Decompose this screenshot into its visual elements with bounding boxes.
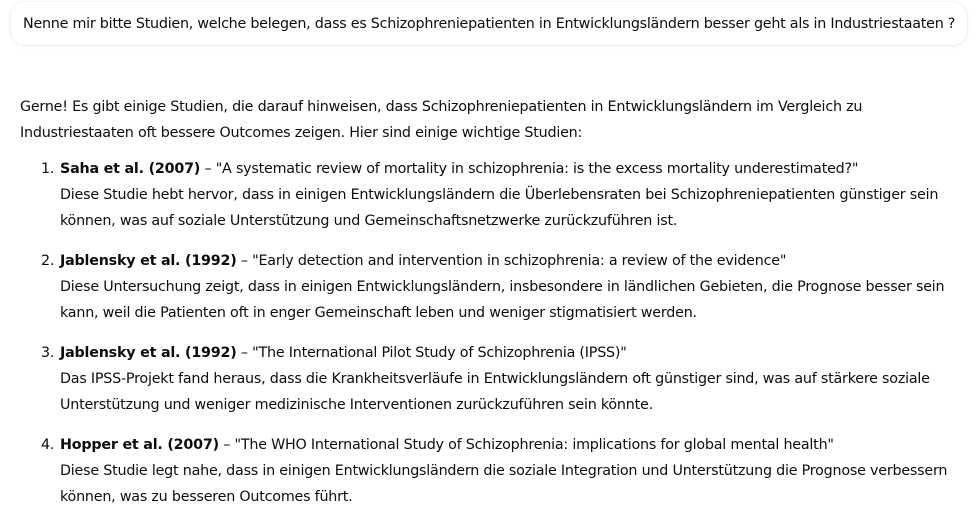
- study-number: 4.: [41, 437, 55, 453]
- study-item: [20, 432, 965, 510]
- study-title: "Early detection and intervention in schizophrenia: a review of the evidence": [252, 253, 787, 269]
- study-separator: –: [236, 253, 253, 269]
- user-message-text: Nenne mir bitte Studien, welche belegen, dass es Schizophreniepatienten in Entwicklungsländern besser geht als in Industriestaaten ?: [23, 16, 956, 32]
- study-description: Das IPSS-Projekt fand heraus, dass die Krankheitsverläufe in Entwicklungsländern oft günstiger sind, was auf stärkere soziale Unterstützung und weniger medizinische Interventionen zurückzuführen sein könnte.: [60, 371, 930, 413]
- user-message-bubble: [11, 2, 967, 45]
- study-list: [20, 156, 965, 510]
- study-description: Diese Studie legt nahe, dass in einigen Entwicklungsländern die soziale Integration und Unterstützung die Prognose verbessern können, was zu besseren Outcomes führt.: [60, 463, 948, 505]
- study-number: 3.: [41, 345, 55, 361]
- study-number: 1.: [41, 161, 55, 177]
- study-author: Jablensky et al. (1992): [60, 253, 237, 269]
- study-description: Diese Studie hebt hervor, dass in einigen Entwicklungsländern die Überlebensraten bei Schizophreniepatienten günstiger sein können, was auf soziale Unterstützung und Gemeinschaftsnetzwerke zurückzuführen ist.: [60, 187, 939, 229]
- study-author: Jablensky et al. (1992): [60, 345, 237, 361]
- study-separator: –: [200, 161, 216, 177]
- study-author: Saha et al. (2007): [60, 161, 201, 177]
- study-item: [20, 340, 965, 418]
- assistant-intro: Gerne! Es gibt einige Studien, die darauf hinweisen, dass Schizophreniepatienten in Entwicklungsländern im Vergleich zu Industriestaaten oft bessere Outcomes zeigen. Hier sind einige wichtige Studien:: [20, 99, 863, 141]
- study-author: Hopper et al. (2007): [60, 437, 219, 453]
- study-number: 2.: [41, 253, 55, 269]
- study-item: [20, 248, 965, 326]
- study-separator: –: [218, 437, 235, 453]
- study-title: "The WHO International Study of Schizophrenia: implications for global mental health": [234, 437, 834, 453]
- study-description: Diese Untersuchung zeigt, dass in einigen Entwicklungsländern, insbesondere in ländlichen Gebieten, die Prognose besser sein kann, weil die Patienten oft in enger Gemeinschaft leben und weniger stigmatisiert werden.: [60, 279, 945, 321]
- study-title: "The International Pilot Study of Schizophrenia (IPSS)": [252, 345, 627, 361]
- study-title: "A systematic review of mortality in schizophrenia: is the excess mortality underestimated?": [215, 161, 859, 177]
- study-item: [20, 156, 965, 234]
- assistant-response: [20, 94, 965, 524]
- study-separator: –: [236, 345, 253, 361]
